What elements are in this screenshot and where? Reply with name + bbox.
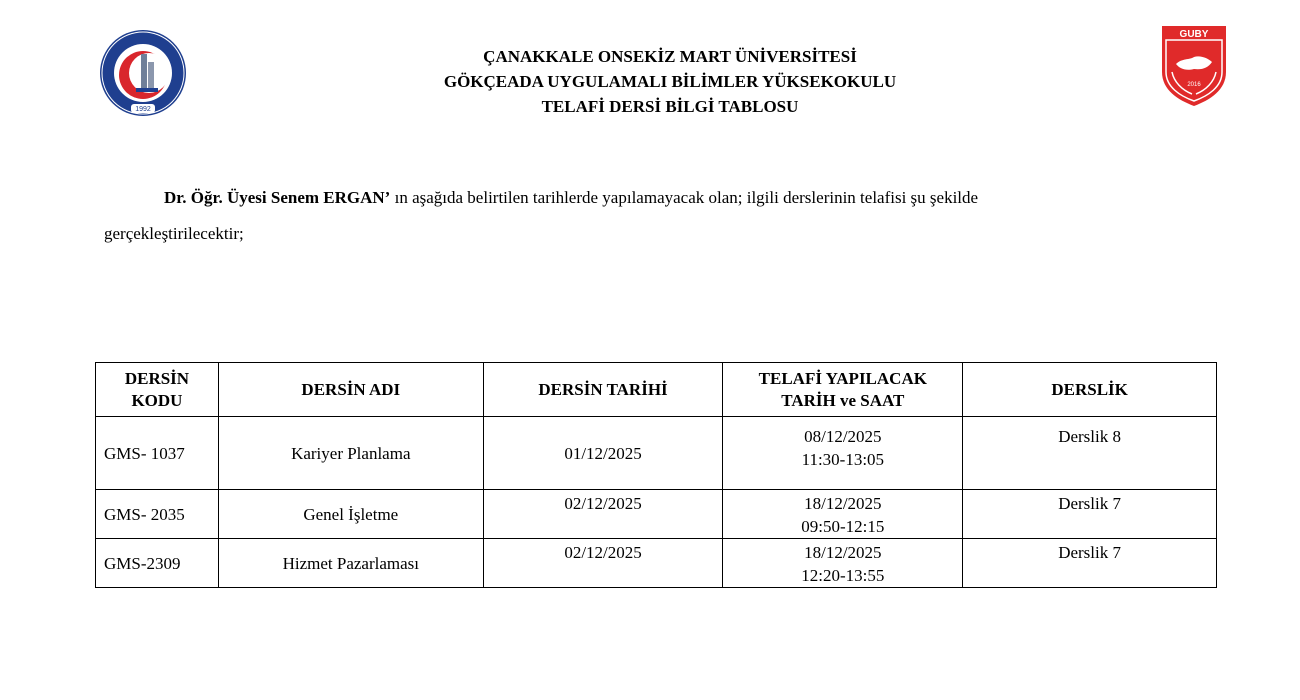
course-name: Genel İşletme (218, 490, 483, 539)
logo-year: 1992 (135, 106, 151, 113)
course-name: Hizmet Pazarlaması (218, 539, 483, 588)
header-classroom: DERSLİK (963, 363, 1217, 417)
course-date: 01/12/2025 (483, 417, 723, 490)
course-name: Kariyer Planlama (218, 417, 483, 490)
header-makeup-datetime: TELAFİ YAPILACAK TARİH ve SAAT (723, 363, 963, 417)
instructor-name: Dr. Öğr. Üyesi Senem ERGAN’ (164, 188, 391, 207)
intro-text-1: ın aşağıda belirtilen tarihlerde yapılamayacak olan; ilgili derslerinin telafisi şu şekilde (390, 188, 979, 207)
course-code: GMS- 2035 (96, 490, 219, 539)
course-code: GMS-2309 (96, 539, 219, 588)
classroom: Derslik 7 (963, 539, 1217, 588)
classroom: Derslik 8 (963, 417, 1217, 490)
makeup-datetime: 18/12/2025 12:20-13:55 (723, 539, 963, 588)
guby-label: GUBY (1179, 29, 1209, 40)
course-code: GMS- 1037 (96, 417, 219, 490)
table-header-row (96, 363, 1217, 417)
classroom: Derslik 7 (963, 490, 1217, 539)
guby-year: 2016 (1187, 82, 1201, 88)
header-course-name: DERSİN ADI (218, 363, 483, 417)
university-name: ÇANAKKALE ONSEKİZ MART ÜNİVERSİTESİ (483, 47, 857, 66)
header-course-date: DERSİN TARİHİ (483, 363, 723, 417)
document-title: TELAFİ DERSİ BİLGİ TABLOSU (541, 97, 799, 116)
table-row (96, 490, 1217, 539)
course-date: 02/12/2025 (483, 539, 723, 588)
intro-paragraph (104, 180, 1204, 252)
makeup-datetime: 08/12/2025 11:30-13:05 (723, 417, 963, 490)
intro-line-1 (104, 180, 1204, 216)
makeup-lessons-table (95, 362, 1217, 588)
intro-line-2: gerçekleştirilecektir; (104, 224, 244, 243)
makeup-datetime: 18/12/2025 09:50-12:15 (723, 490, 963, 539)
table-row (96, 539, 1217, 588)
school-name: GÖKÇEADA UYGULAMALI BİLİMLER YÜKSEKOKULU (443, 72, 897, 91)
table-row (96, 417, 1217, 490)
document-header (0, 44, 1300, 119)
course-date: 02/12/2025 (483, 490, 723, 539)
header-course-code: DERSİN KODU (96, 363, 219, 417)
